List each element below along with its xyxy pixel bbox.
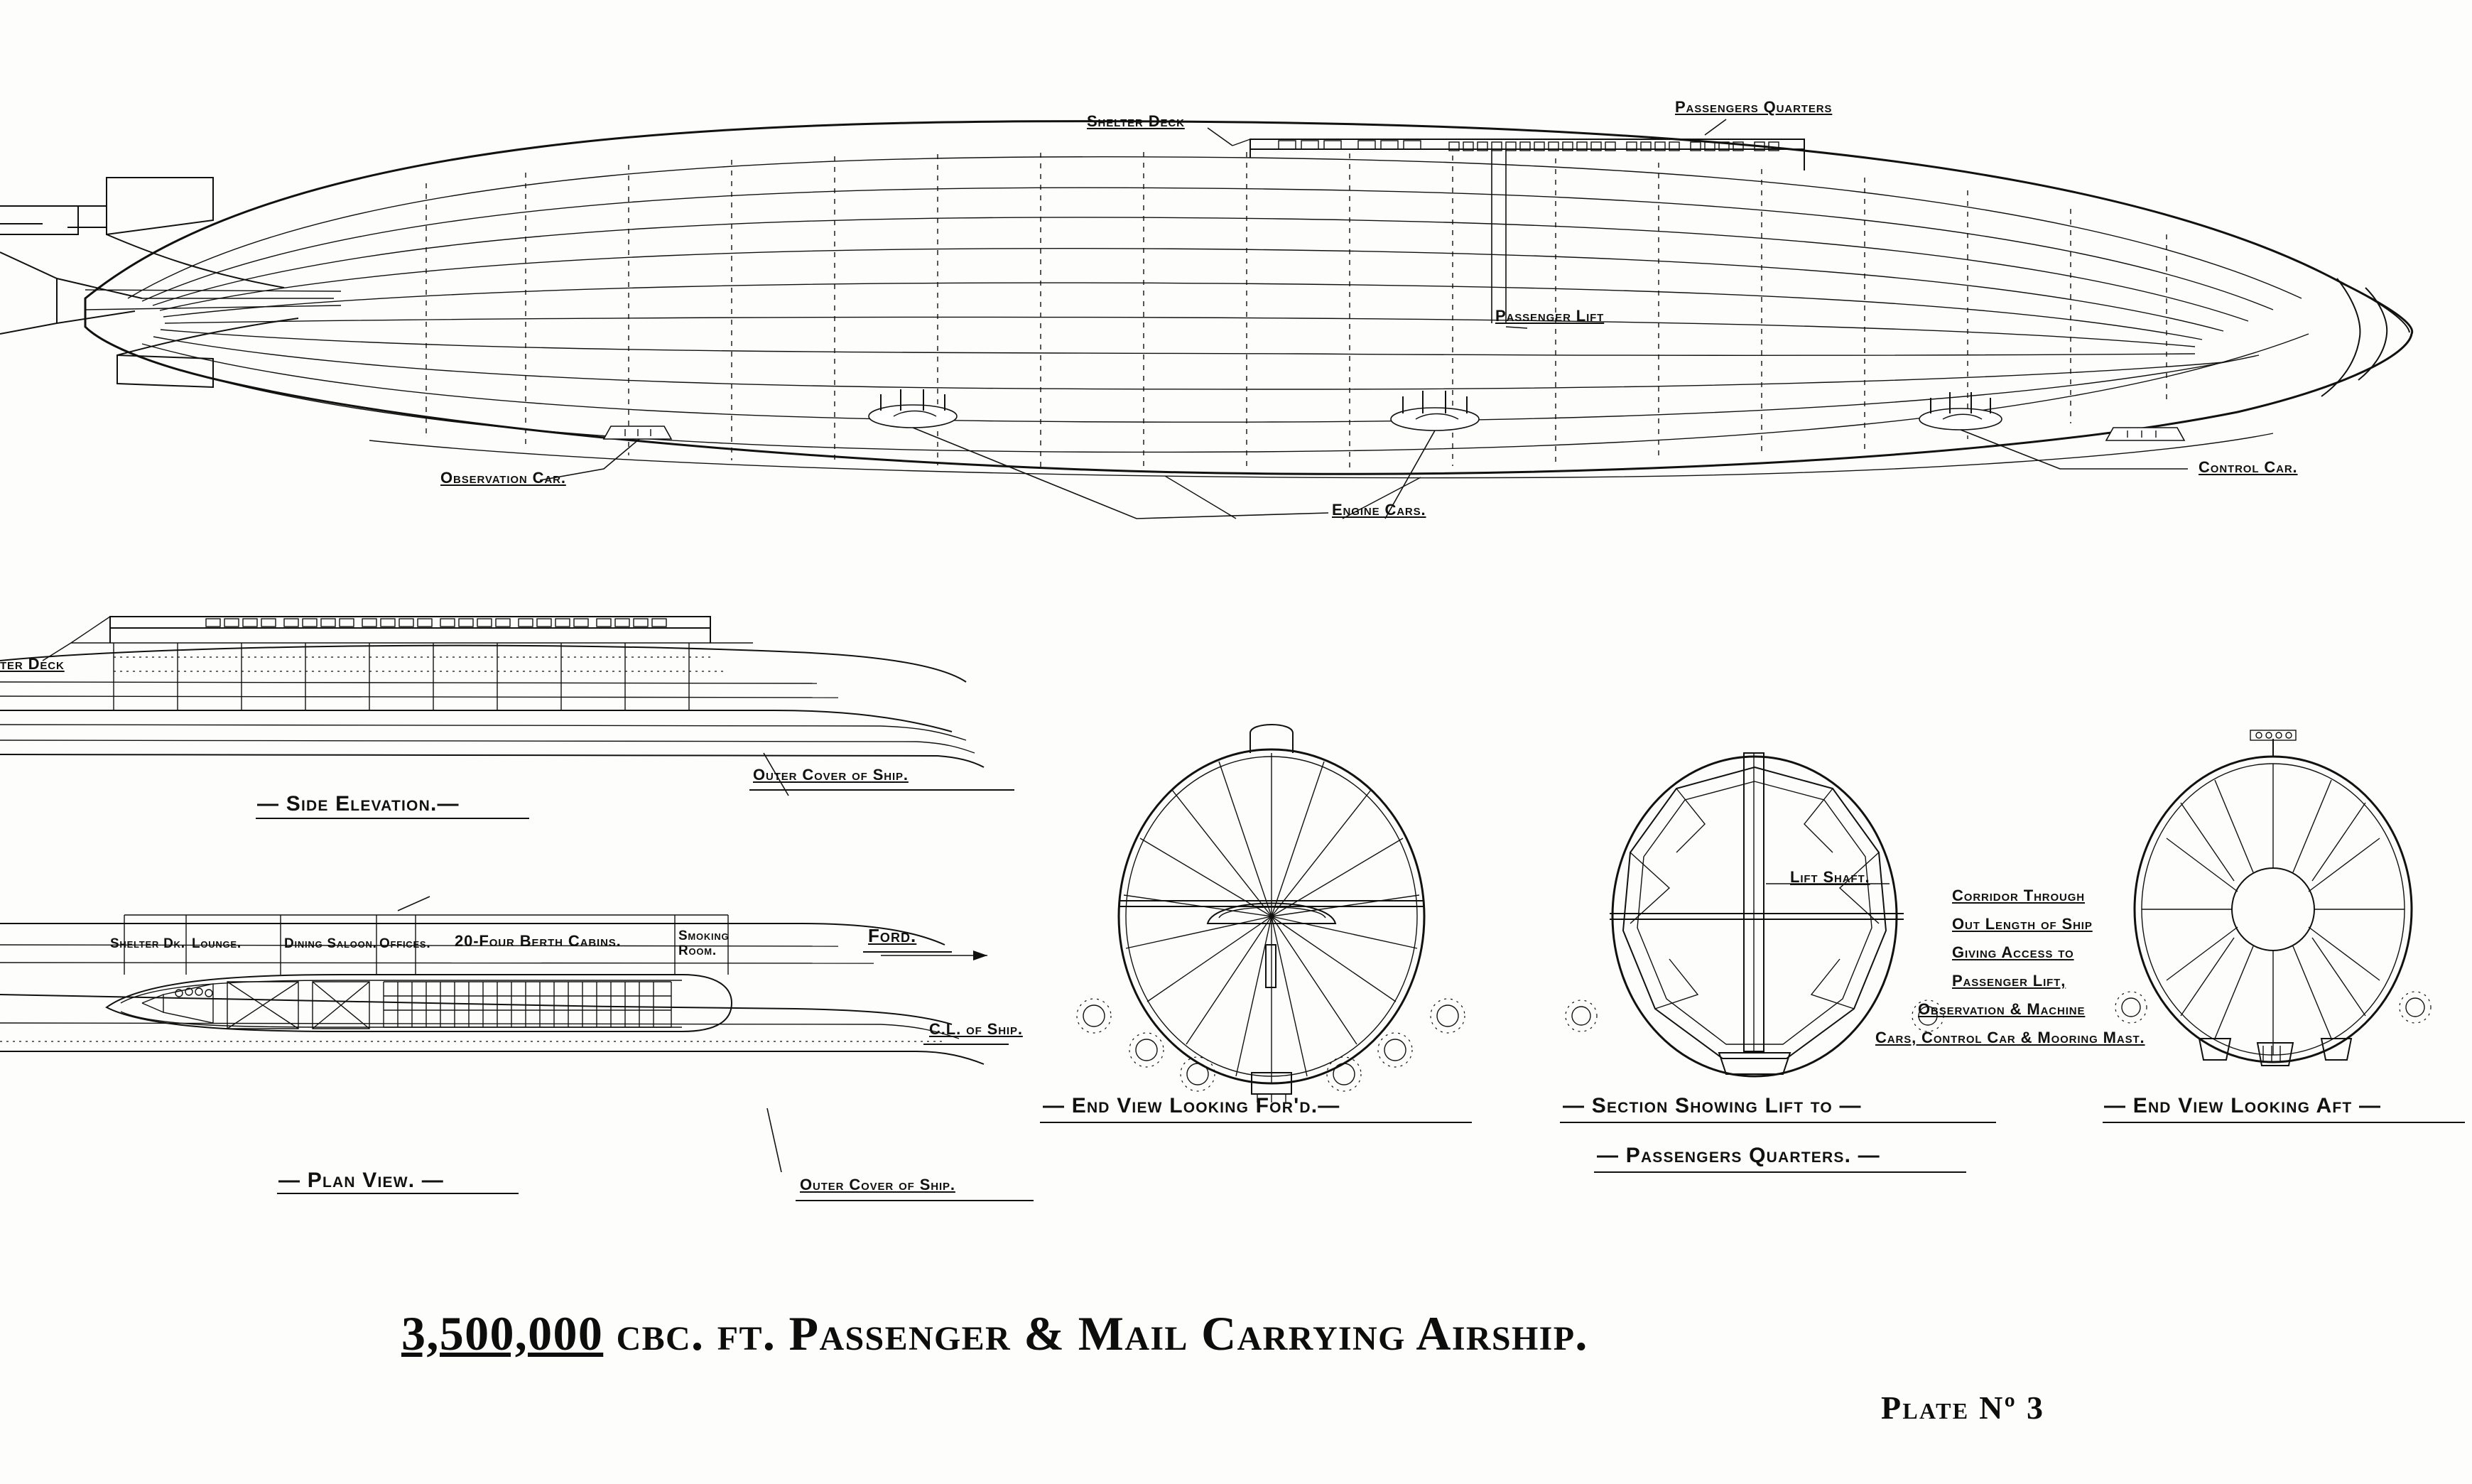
label-engine-cars: Engine Cars.	[1332, 501, 1426, 519]
label-cl-of-ship: C.L. of Ship.	[929, 1020, 1023, 1038]
label-control-car: Control Car.	[2199, 458, 2298, 476]
caption-rules	[256, 790, 2465, 1201]
plan-room-dining-saloon: Dining Saloon.	[284, 936, 377, 951]
label-passengers-quarters: Passengers Quarters	[1675, 98, 1833, 116]
control-car	[2106, 428, 2184, 440]
corridor-note-line-4: Passenger Lift,	[1952, 972, 2066, 990]
plate-number: Plate Nº 3	[1881, 1390, 2045, 1426]
section-lift-view	[1566, 753, 1944, 1076]
caption-end-view-aft: — End View Looking Aft —	[2104, 1094, 2382, 1117]
label-shelter-deck: Shelter Deck	[1087, 112, 1185, 130]
corridor-note-line-3: Giving Access to	[1952, 943, 2074, 961]
caption-end-view-fore: — End View Looking For'd.—	[1043, 1094, 1340, 1117]
plan-room-offices: Offices.	[379, 936, 431, 951]
corridor-note-line-1: Corridor Through	[1952, 887, 2086, 904]
label-passenger-lift: Passenger Lift	[1495, 307, 1605, 325]
plan-room-shelter-deck: Shelter Dk.	[110, 936, 185, 951]
plan-room-smoking: Smoking Room.	[678, 928, 730, 958]
end-view-fore	[1077, 725, 1465, 1103]
caption-plan-view: — Plan View. —	[278, 1169, 444, 1192]
side-view-group	[0, 119, 2412, 519]
engine-car-1	[869, 389, 957, 428]
corridor-note-line-5: Observation & Machine	[1918, 1000, 2086, 1018]
caption-side-elevation: — Side Elevation.—	[257, 792, 460, 816]
end-fore-gondolas	[1077, 999, 1465, 1103]
engine-car-3	[1919, 392, 2002, 430]
caption-section-line2: — Passengers Quarters. —	[1597, 1144, 1880, 1167]
end-view-aft	[2115, 730, 2431, 1066]
label-outer-cover-elevation: Outer Cover of Ship.	[753, 766, 909, 784]
corridor-note-line-6: Cars, Control Car & Mooring Mast.	[1875, 1029, 2145, 1046]
caption-section-line1: — Section Showing Lift to —	[1563, 1094, 1862, 1117]
sheet-title-rest: cbc. ft. Passenger & Mail Carrying Airship.	[616, 1306, 1588, 1360]
label-lift-shaft: Lift Shaft.	[1790, 868, 1870, 886]
label-observation-car: Observation Car.	[440, 469, 566, 487]
label-elevation-shelter-deck: ter Deck	[0, 655, 65, 673]
sheet-title	[401, 1306, 1588, 1362]
plan-room-lounge: Lounge.	[192, 936, 242, 951]
observation-car	[604, 426, 671, 439]
engine-car-2	[1391, 391, 1479, 430]
corridor-note-line-2: Out Length of Ship	[1952, 915, 2093, 933]
plan-room-cabins: 20-Four Berth Cabins.	[455, 932, 622, 950]
sheet-title-number: 3,500,000	[401, 1306, 604, 1360]
label-ford: Ford.	[868, 925, 917, 946]
label-outer-cover-plan: Outer Cover of Ship.	[800, 1176, 955, 1193]
